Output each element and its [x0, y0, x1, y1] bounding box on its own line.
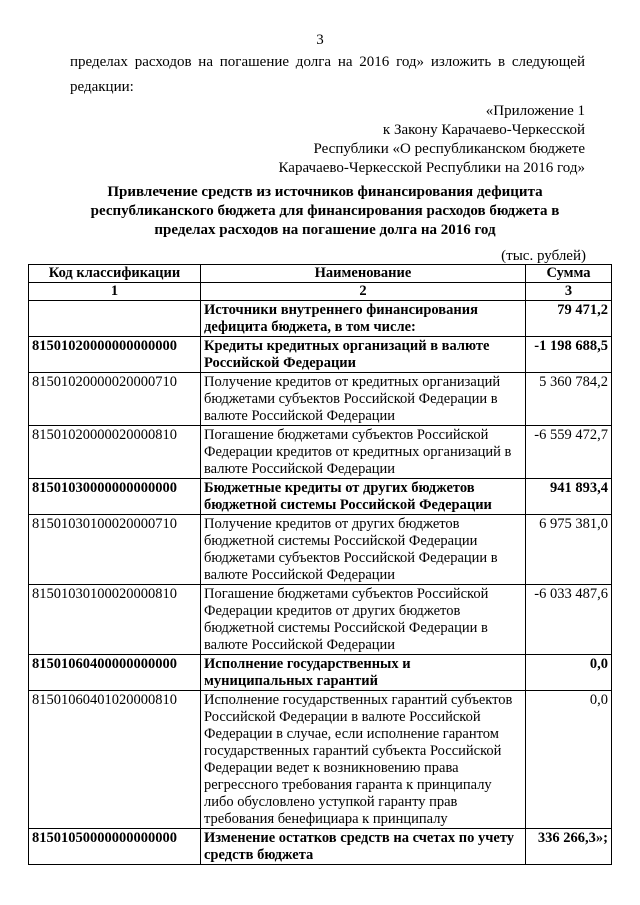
row-code: 81501020000020000710: [29, 373, 201, 426]
row-code: 81501020000000000000: [29, 337, 201, 373]
header-name: Наименование: [201, 265, 526, 283]
row-name: Исполнение государственных гарантий субъектов Российской Федерации в валюте Российской Федерации в случае, если исполнение гарантом государственных гарантий субъекта Российской Федерации ведет к возникновению права регрессного требования гаранта к принципалу либо обусловлено уступкой гаранту прав требования бенефициара к принципалу: [201, 691, 526, 829]
row-name: Кредиты кредитных организаций в валюте Российской Федерации: [201, 337, 526, 373]
column-number-1: 1: [29, 283, 201, 301]
header-code: Код классификации: [29, 265, 201, 283]
row-code: 81501030000000000000: [29, 479, 201, 515]
financing-table: [28, 264, 612, 865]
appendix-reference: [240, 102, 585, 178]
table-row: [29, 426, 612, 479]
row-amount: 0,0: [526, 655, 612, 691]
table-header-row: [29, 265, 612, 283]
row-amount: 5 360 784,2: [526, 373, 612, 426]
row-code: 81501020000020000810: [29, 426, 201, 479]
column-number-2: 2: [201, 283, 526, 301]
table-row: [29, 301, 612, 337]
row-code: 81501030100020000710: [29, 515, 201, 585]
row-code: 81501060401020000810: [29, 691, 201, 829]
row-amount: -1 198 688,5: [526, 337, 612, 373]
row-code: [29, 301, 201, 337]
row-name: Бюджетные кредиты от других бюджетов бюджетной системы Российской Федерации: [201, 479, 526, 515]
title-line-3: пределах расходов на погашение долга на 2016 год: [154, 222, 496, 238]
row-amount: -6 559 472,7: [526, 426, 612, 479]
table-row: [29, 655, 612, 691]
row-name: Погашение бюджетами субъектов Российской Федерации кредитов от других бюджетов бюджетной системы Российской Федерации в валюте Российской Федерации: [201, 585, 526, 655]
row-amount: 336 266,3»;: [526, 829, 612, 865]
row-amount: 6 975 381,0: [526, 515, 612, 585]
table-body: [29, 301, 612, 865]
appendix-line-4: Карачаево-Черкесской Республики на 2016 год»: [278, 160, 585, 176]
page-number: 3: [316, 32, 324, 48]
table-row: [29, 337, 612, 373]
row-name: Получение кредитов от других бюджетов бюджетной системы Российской Федерации бюджетами субъектов Российской Федерации в валюте Российской Федерации: [201, 515, 526, 585]
row-code: 81501030100020000810: [29, 585, 201, 655]
row-amount: 941 893,4: [526, 479, 612, 515]
intro-line-1: пределах расходов на погашение долга на 2016 год» изложить в следующей: [70, 54, 585, 70]
document-title: [60, 183, 590, 240]
table-row: [29, 373, 612, 426]
header-amount: Сумма: [526, 265, 612, 283]
intro-line-2: редакции:: [70, 79, 134, 95]
row-name: Погашение бюджетами субъектов Российской Федерации кредитов от кредитных организаций в валюте Российской Федерации: [201, 426, 526, 479]
table-column-number-row: [29, 283, 612, 301]
row-amount: 0,0: [526, 691, 612, 829]
table-row: [29, 515, 612, 585]
column-number-3: 3: [526, 283, 612, 301]
table-row: [29, 479, 612, 515]
units-label: (тыс. рублей): [501, 248, 586, 264]
row-code: 81501050000000000000: [29, 829, 201, 865]
row-amount: -6 033 487,6: [526, 585, 612, 655]
intro-text: [70, 50, 585, 100]
row-name: Исполнение государственных и муниципальных гарантий: [201, 655, 526, 691]
appendix-line-1: «Приложение 1: [485, 103, 585, 119]
row-code: 81501060400000000000: [29, 655, 201, 691]
table-row: [29, 585, 612, 655]
title-line-1: Привлечение средств из источников финансирования дефицита: [107, 184, 543, 200]
row-name: Изменение остатков средств на счетах по учету средств бюджета: [201, 829, 526, 865]
row-name: Источники внутреннего финансирования дефицита бюджета, в том числе:: [201, 301, 526, 337]
row-name: Получение кредитов от кредитных организаций бюджетами субъектов Российской Федерации в валюте Российской Федерации: [201, 373, 526, 426]
appendix-line-2: к Закону Карачаево-Черкесской: [382, 122, 585, 138]
appendix-line-3: Республики «О республиканском бюджете: [313, 141, 585, 157]
row-amount: 79 471,2: [526, 301, 612, 337]
table-row: [29, 691, 612, 829]
table-row: [29, 829, 612, 865]
title-line-2: республиканского бюджета для финансирования расходов бюджета в: [90, 203, 560, 219]
